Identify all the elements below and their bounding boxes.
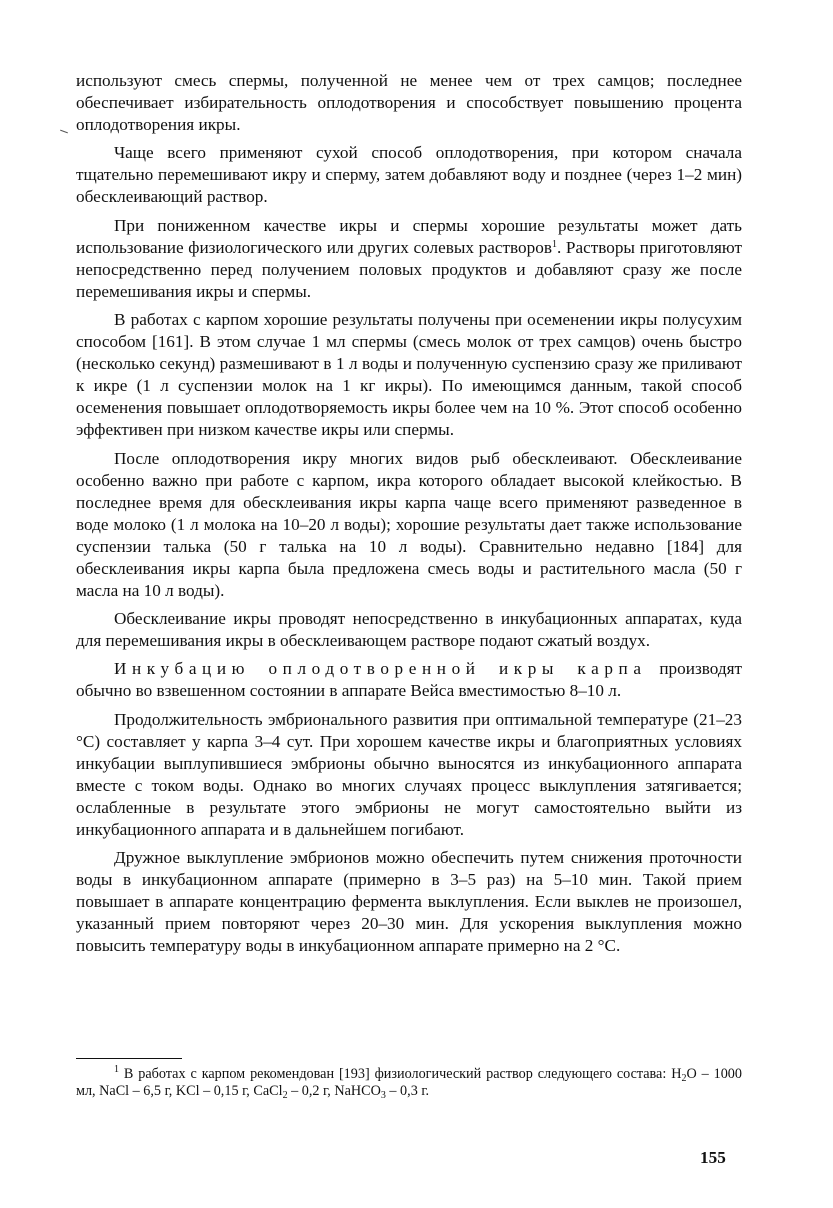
- footnote: [76, 1066, 742, 1100]
- footnote-text-c: – 0,2 г, NaHCO: [287, 1083, 381, 1099]
- page-body: [76, 70, 742, 964]
- paragraph-8: Продолжительность эмбрионального развития при оптимальной температуре (21–23 °С) составляет у карпа 3–4 сут. При хорошем качестве икры и благоприятных условиях инкубации выплупившиеся эмбрионы обычно выносятся из инкубационного аппарата вместе с током воды. Однако во многих случаях процесс выклупления затягивается; ослабленные в результате этого эмбрионы не могут самостоятельно выйти из инкубационного аппарата и в дальнейшем погибают.: [76, 709, 742, 839]
- footnote-reference[interactable]: 1: [551, 238, 557, 250]
- page-number: 155: [700, 1148, 726, 1167]
- footnote-separator: [76, 1058, 182, 1059]
- spaced-emphasis-heading: Инкубацию оплодотворенной икры карпа: [114, 659, 647, 679]
- paragraph-7: [76, 658, 742, 702]
- paragraph-2: Чаще всего применяют сухой способ оплодотворения, при котором сначала тщательно перемешивают икру и сперму, затем добавляют воду и позднее (через 1–2 мин) обесклеивающий раствор.: [76, 143, 742, 207]
- paragraph-5: После оплодотворения икру многих видов рыб обесклеивают. Обесклеивание особенно важно при работе с карпом, икра которого обладает высокой клейкостью. В последнее время для обесклеивания икры карпа чаще всего применяют разведенное в воде молоко (1 л молока на 10–20 л воды); хорошие результаты дает также использование суспензии талька (50 г талька на 10 л воды). Сравнительно недавно [184] для обесклеивания икры карпа была предложена смесь воды и растительного масла (50 г масла на 10 л воды).: [76, 448, 742, 601]
- margin-tick-mark: [60, 130, 68, 134]
- paragraph-9: Дружное выклупление эмбрионов можно обеспечить путем снижения проточности воды в инкубационном аппарате (примерно в 3–5 раз) на 5–10 мин. Такой прием повышает в аппарате концентрацию фермента выклупления. Если выклев не произошел, указанный прием повторяют через 20–30 мин. Для ускорения выклупления можно повысить температуру воды в инкубационном аппарате примерно на 2 °С.: [76, 848, 742, 956]
- paragraph-3-text: При пониженном качестве икры и спермы хорошие результаты может дать использование физиологического или других солевых растворов: [76, 215, 742, 257]
- paragraph-7-text: производят обычно во взвешенном состоянии в аппарате Вейса вместимостью 8–10 л.: [76, 659, 742, 701]
- footnote-text-a: В работах с карпом рекомендован [193] физиологический раствор следующего состава: H: [119, 1066, 682, 1082]
- paragraph-3-continuation: . Растворы приготовляют непосредственно перед получением половых продуктов и добавляют сразу же после перемешивания икры и спермы.: [76, 237, 742, 301]
- paragraph-4: В работах с карпом хорошие результаты получены при осеменении икры полусухим способом [161]. В этом случае 1 мл спермы (смесь молок от трех самцов) очень быстро (несколько секунд) размешивают в 1 л воды и полученную суспензию сразу же приливают к икре (1 л суспензии молок на 1 кг икры). По имеющимся данным, такой способ осеменения повышает оплодотворяемость икры более чем на 10 %. Этот способ особенно эффективен при низком качестве икры или спермы.: [76, 309, 742, 440]
- footnote-marker: 1: [114, 1064, 119, 1075]
- paragraph-3: [76, 215, 742, 303]
- paragraph-6: Обесклеивание икры проводят непосредственно в инкубационных аппаратах, куда для перемешивания икры в обесклеивающем растворе подают сжатый воздух.: [76, 609, 742, 651]
- footnote-sub-nahco3: 3: [380, 1090, 386, 1101]
- footnote-sub-h2: 2: [681, 1073, 687, 1084]
- footnote-text-d: – 0,3 г.: [385, 1083, 430, 1099]
- paragraph-1: используют смесь спермы, полученной не менее чем от трех самцов; последнее обеспечивает избирательность оплодотворения и способствует повышению процента оплодотворения икры.: [76, 71, 742, 135]
- footnote-sub-cacl2: 2: [282, 1090, 288, 1101]
- footnote-text-b: O – 1000 мл, NaCl – 6,5 г, KCl – 0,15 г, CaCl: [76, 1066, 742, 1099]
